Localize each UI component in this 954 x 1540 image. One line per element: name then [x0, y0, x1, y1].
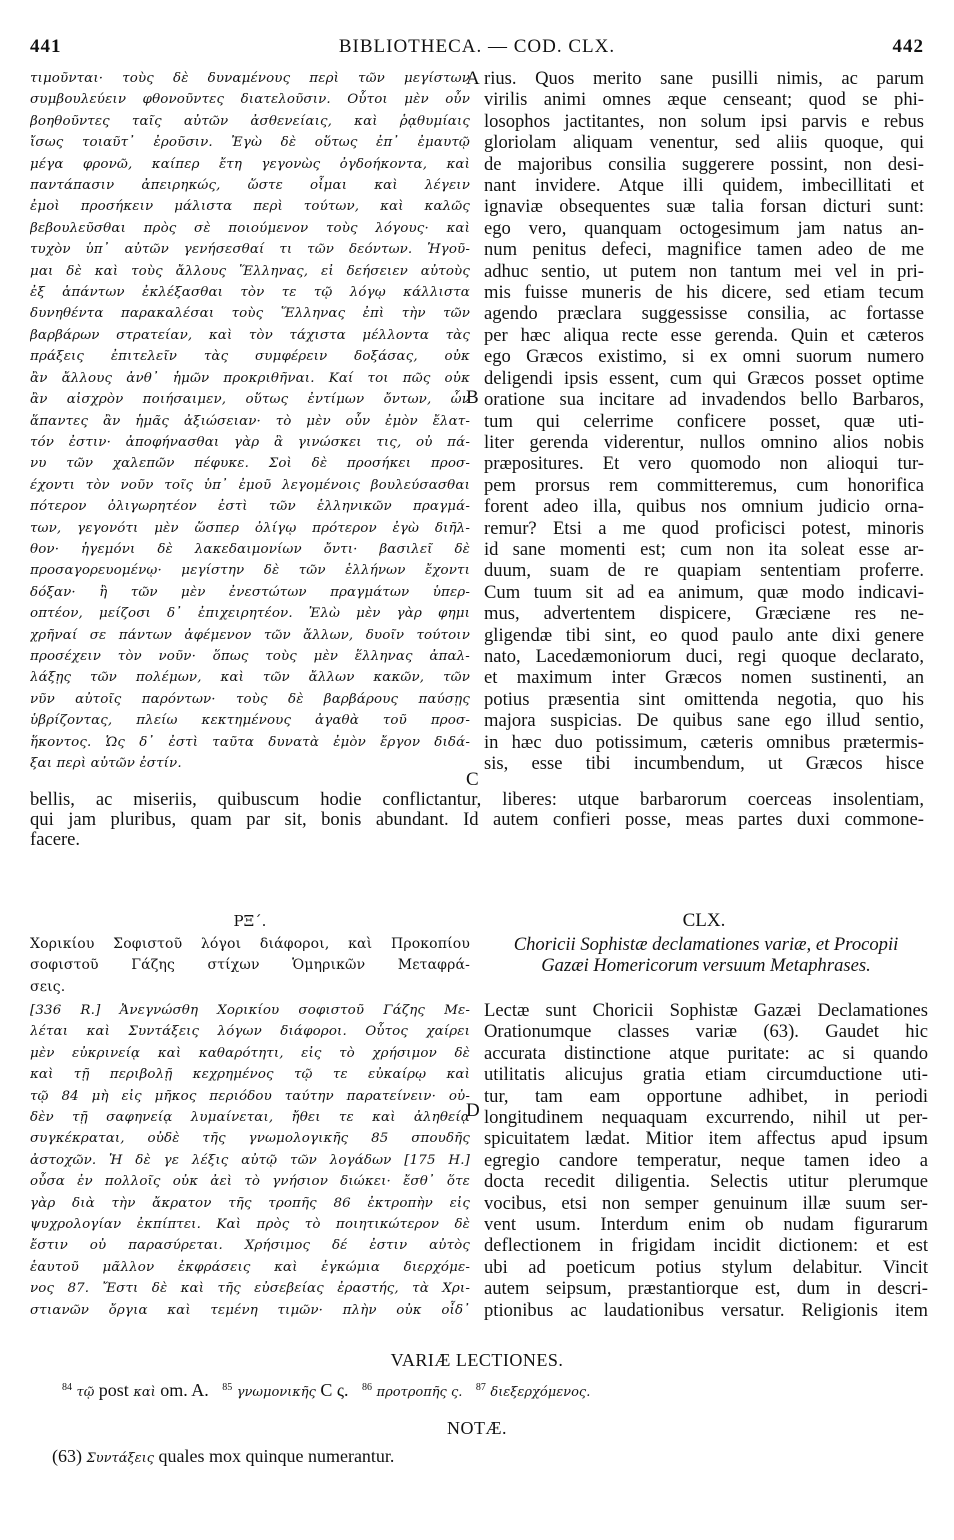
greek-text-line: χρῆναί σε πάντων ἀφέμενον τῶν ἄλλων, δυοῖν τούτοιν: [30, 627, 470, 643]
greek-text-line: παντάπασιν ἀπειρηκώς, ὥστε οἶμαι καὶ λέγειν: [30, 178, 470, 194]
latin-text-line: docta recedit diligentia. Selectis utitur plerumque: [484, 1171, 928, 1193]
latin-text-line: sis, esse tibi incumbendum, ut Græcos hisce: [484, 753, 924, 774]
running-title: BIBLIOTHECA. — COD. CLX.: [338, 36, 616, 57]
latin-text-line: forent adeo illa, quibus nos omnium judicio orna-: [484, 496, 924, 518]
latin-text-line: agendo præclara suggessisse consilia, ac fortasse: [484, 303, 924, 325]
greek-text-line: στιανῶν ὄργια καὶ τεμένη τιμῶν· πλὴν οὐκ οἶδ᾽: [30, 1302, 470, 1318]
latin-text-line: pem prorsus rem committeremus, cum honorifica: [484, 474, 924, 496]
greek-text-line: νῦν αὐτοῖς παρόντων· τοὺς δὲ βαρβάρους παύσῃς: [30, 691, 470, 707]
greek-text-line: ἔστιν οὐ παρασύρεται. Χρήσιμος δέ ἐστιν αὐτὸς: [30, 1238, 470, 1254]
page-number-left: 441: [30, 36, 62, 57]
greek-text-line: δὲν τῇ σαφηνείᾳ λυμαίνεται, ἤθει τε καὶ ἀληθείᾳ: [30, 1110, 470, 1126]
latin-text-line: per hæc aliqua recte esse gerenda. Quin et cæteros: [484, 324, 924, 346]
latin-text-line: mis fuisse muneris de his dicere, sed etiam tecum: [484, 282, 924, 304]
greek-text-line: πότερον ὀλιγωρητέον ἐστὶ τῶν ἑλληνικῶν πραγμά-: [30, 499, 470, 515]
greek-text-line: τόν ἐστιν· ἀποφήνασθαι γὰρ ἃ γινώσκει τις, οὐ πά-: [30, 434, 470, 450]
latin-text-line: egregio candore temperatur, neque tamen ideo a: [484, 1149, 928, 1171]
section-number-greek: ΡΞ΄.: [233, 912, 267, 930]
latin-text-line: Cum tuum sit ad ea animum, quæ modo indicavi-: [484, 581, 924, 603]
greek-column-bottom: [30, 1000, 470, 1324]
greek-text-line: ἐξ ἁπάντων ἐκλέξασθαι τὸν τε τῷ λόγῳ κάλλιστα: [30, 285, 470, 301]
margin-letter-d: D: [466, 1100, 480, 1121]
greek-text-line: ξαι περὶ αὐτῶν ἐστίν.: [30, 756, 182, 771]
margin-letter-c: C: [466, 769, 479, 790]
latin-text-line: ubi ad poeticum potius stylum delabitur. Vincit: [484, 1256, 928, 1278]
latin-text-line: ego vero, quanquam octogesimum jam natus an-: [484, 217, 924, 239]
latin-text-line: tur, tam eam opportune adhibet, in periodi: [484, 1085, 928, 1107]
greek-text-line: λέται καὶ Συντάξεις λόγων διάφοροι. Οὗτος χαίρει: [30, 1024, 470, 1040]
latin-text-line: remur? Etsi a me quod proficisci potest, minoris: [484, 517, 924, 539]
latin-text-line: vocibus, etsi non semper genuinum illæ suum ser-: [484, 1192, 928, 1214]
greek-text-line: ψυχρολογίαν ἐκπίπτει. Καὶ πρὸς τὸ ποιητικώτερον δὲ: [30, 1217, 470, 1233]
greek-column-top: [30, 68, 470, 788]
latin-text-line: nant invidere. Atque illi quidem, imbecillitati et: [484, 175, 924, 197]
greek-text-line: βαρβάρων στρατείαν, καὶ τὸν τάχιστα μέλλοντα τὰς: [30, 327, 470, 343]
greek-text-line: ἐμοὶ προσήκειν μάλιστα περὶ τούτων, καὶ καλῶς: [30, 199, 470, 215]
greek-text-line: τιμοῦνται· τοὺς δὲ δυναμένους περὶ τῶν μεγίστων: [30, 71, 470, 86]
greek-text-line: τῷ 84 μὴ εἰς μῆκος περιόδου ταύτην παρατείνειν· οὐ-: [30, 1088, 470, 1104]
latin-text-line: ignaviæ obsequentes suæ talia forsan dicturi sunt:: [484, 196, 924, 218]
running-head: [30, 36, 924, 60]
latin-text-line: liter gerenda viderentur, nullos omnino alios nobis: [484, 431, 924, 453]
full-width-line: facere.: [30, 830, 81, 850]
latin-text-line: Orationumque classes variæ (63). Gaudet hic: [484, 1021, 928, 1043]
greek-text-line: των, γεγονότι μὲν ὥσπερ ὀλίγῳ πρότερον ἐγὼ διῆλ-: [30, 520, 470, 536]
note-ref-85: 85: [222, 1382, 233, 1393]
latin-text-line: et maximum inter Græcos nomen sustinenti, an: [484, 667, 924, 689]
notae-heading: NOTÆ.: [447, 1418, 507, 1438]
latin-text-line: losophos jactitantes, non solum ipsi parvis e rebus: [484, 110, 924, 132]
greek-title-line: σεις.: [30, 978, 66, 995]
greek-text-line: [336 R.] Ἀνεγνώσθη Χορικίου σοφιστοῦ Γάζης Με-: [30, 1003, 470, 1018]
latin-text-line: deligendi ipsis essent, cum qui Græcos posset optime: [484, 367, 924, 389]
greek-text-line: ἂν αἰσχρὸν ποιήσαιμεν, οὕτως ἐντίμων ὄντων, ὧν: [30, 392, 470, 408]
greek-text-line: ἀστοχῶν. Ἡ δὲ γε λέξις αὐτῷ τῶν λογάδων [175 H.]: [30, 1152, 470, 1168]
latin-text-line: tum qui celerrime conficere posset, quæ uti-: [484, 410, 924, 432]
latin-column-bottom: [484, 1000, 928, 1324]
latin-text-line: majora suspicias. De quibus sane ego illud sentio,: [484, 710, 924, 732]
greek-text-line: θον· ἡγεμόνι δὲ λακεδαιμονίων ὄντι· βασιλεῖ δὲ: [30, 541, 470, 557]
latin-text-line: utilitatis alicujus gratia etiam circumductione uti-: [484, 1064, 928, 1086]
greek-text-line: δόξαν· ἢ τῶν μὲν ἐνεστώτων πραγμάτων ὑπερ-: [30, 584, 470, 600]
greek-text-line: συγκέκραται, οὐδὲ τῆς γνωμολογικῆς 85 σπουδῆς: [30, 1131, 470, 1147]
section-title-greek: [30, 934, 470, 1000]
latin-text-line: num penitus defeci, magnifice tamen adeo de me: [484, 239, 924, 261]
greek-text-line: βεβουλεῦσθαι πρὸς σὲ ποιούμενον τοὺς λόγους· καὶ: [30, 220, 470, 236]
latin-text-line: gligendæ tibi sint, eo quod paulo ante dixi genere: [484, 624, 924, 646]
greek-text-line: προσαγορευομένῳ· μεγίστην δὲ τῶν ἑλλήνων ἔχοντι: [30, 563, 470, 579]
greek-text-line: οὖσα ἐν πολλοῖς οὐκ ἀεὶ τὸ γνήσιον διώκει· ἔσθ᾽ ὅτε: [30, 1174, 470, 1190]
greek-text-line: γὰρ διὰ τὴν ἄκρατον τῆς τροπῆς 86 ἐκτροπὴν εἰς: [30, 1195, 470, 1211]
latin-text-line: vent usum. Interdum enim ob nudam figurarum: [484, 1214, 928, 1236]
greek-text-line: νυ τῶν χαλεπῶν πέφυκε. Σοὶ δὲ προσήκει προσ-: [30, 456, 470, 472]
note-ref-84: 84: [62, 1382, 72, 1393]
full-width-line: bellis, ac miseriis, quibuscum hodie conflictantur, liberes: utque barbarorum coerceas insolentiam,: [30, 790, 924, 810]
latin-text-line: virilis animi omnes æque censeant; quod se phi-: [484, 89, 924, 111]
greek-text-line: μαι δὲ καὶ τοὺς ἄλλους Ἕλληνας, εἰ δεήσειεν αὐτοὺς: [30, 263, 470, 279]
greek-text-line: συμβουλεύειν φθονοῦντες διατελοῦσιν. Οὗτοι μὲν οὖν: [30, 92, 470, 108]
greek-text-line: οπτέον, μείζοσι δ᾽ ἐπιχειρητέον. Ἐλὼ μὲν γὰρ φημι: [30, 606, 470, 622]
latin-text-line: id sane momenti est; cum non ita soleat esse ar-: [484, 538, 924, 560]
latin-text-line: adhuc sentio, ut putem non tantum mei vel in pri-: [484, 260, 924, 282]
greek-text-line: ἅπαντες ἂν ἡμᾶς ἀξιώσειαν· τὸ μὲν οὖν ἐμὸν ἔλατ-: [30, 413, 470, 429]
latin-text-line: duum, suam de re quapiam sententiam proferre.: [484, 560, 924, 582]
latin-column-top: [484, 68, 924, 788]
page-number-right: 442: [892, 36, 924, 57]
latin-text-line: nato, Lacedæmoniorum duci, regi quoque declarato,: [484, 645, 924, 667]
greek-text-line: ἥκοντος. Ὡς δ᾽ ἐστὶ ταῦτα δυνατὰ ἐμὸν ἔργον διδά-: [30, 734, 470, 750]
notae-line: (63) Συντάξεις quales mox quinque numerantur.: [52, 1446, 395, 1466]
margin-letter-a: A: [466, 68, 480, 89]
latin-text-line: gloriolam aliquam venentur, sed aliis quoque, qui: [484, 132, 924, 154]
greek-text-line: δυνηθέντα παρακαλέσαι τοὺς Ἕλληνας ἐπὶ τὴν τῶν: [30, 306, 470, 322]
latin-text-line: mus, advertentem dispicere, Græciæne res ne-: [484, 603, 924, 625]
greek-text-line: μέγα φρονῶ, καίπερ ἔτη γεγονὼς ὀγδοήκοντα, καὶ: [30, 156, 470, 172]
greek-text-line: μὲν εὐκρινείᾳ καὶ καθαρότητι, εἰς τὸ χρήσιμον δὲ: [30, 1045, 470, 1061]
latin-text-line: ego Græcos existimo, si ex omni suorum numero: [484, 346, 924, 368]
greek-text-line: ἴσως τοιαῦτ᾽ ἐροῦσιν. Ἐγὼ δὲ οὕτως ἐπ᾽ ἐμαυτῷ: [30, 135, 470, 151]
greek-text-line: ἑαυτοῦ μᾶλλον ἐκφράσεις καὶ ἐγκώμια διερχόμε-: [30, 1259, 470, 1275]
latin-text-line: oratione sua incitare ad invadendos bello Barbaros,: [484, 389, 924, 411]
full-width-line: qui jam pluribus, quam par sit, bonis abundant. Id autem confieri posse, meas partes duxi commone-: [30, 810, 924, 830]
latin-text-line: in hæc duo potissimum, cæteris omnibus prætermis-: [484, 731, 924, 753]
variae-lectiones-heading: VARIÆ LECTIONES.: [390, 1350, 564, 1370]
latin-text-line: accurata distinctione atque puritate: ac si quando: [484, 1042, 928, 1064]
greek-text-line: προσέχειν τὸν νοῦν· ὅπως τοὺς μὲν ἕλληνας ἀπαλ-: [30, 648, 470, 664]
full-width-text: [30, 790, 924, 850]
greek-text-line: βοηθοῦντες ταῖς αὐτῶν ἀσθενείαις, καὶ ῥᾳθυμίαις: [30, 113, 470, 129]
note-ref-87: 87: [475, 1382, 486, 1393]
latin-text-line: ptionibus ac laudationibus versatur. Religionis item: [484, 1299, 928, 1321]
greek-title-line: Χορικίου Σοφιστοῦ λόγοι διάφοροι, καὶ Προκοπίου: [30, 936, 470, 952]
latin-text-line: deflectionem in frigidam incidit dictionem: et est: [484, 1235, 928, 1257]
latin-text-line: præpositures. Et vero quomodo non alioqui tur-: [484, 453, 924, 475]
greek-text-line: λάξῃς τῶν πολέμων, καὶ τῶν ἄλλων κακῶν, τῶν: [30, 670, 470, 686]
variae-lectiones-line: $^{84}$ τῷ post καὶ om. A. $^{85}$ γνωμονικῆς C ς. $^{86}$ προτροπῆς ς. $^{87}$ διεξερχόμενος.: [62, 1380, 591, 1400]
greek-text-line: ὑβρίζοντας, πλείω κεκτημένους ἀγαθὰ τοῦ προσ-: [30, 713, 470, 729]
latin-text-line: longitudinem nequaquam excurrendo, nihil ut per-: [484, 1107, 928, 1129]
latin-text-line: Lectæ sunt Choricii Sophistæ Gazæi Declamationes: [484, 1000, 928, 1021]
greek-title-line: σοφιστοῦ Γάζης στίχων Ὁμηρικῶν Μεταφρά-: [30, 957, 470, 974]
latin-title-line: Gazæi Homericorum versuum Metaphrases.: [541, 955, 871, 977]
section-number-latin: CLX.: [682, 910, 726, 931]
section-title-latin: [484, 934, 928, 978]
latin-text-line: spicuitatem lædat. Mitior item affectus apud ipsum: [484, 1128, 928, 1150]
greek-text-line: τυχὸν ὑπ᾽ αὐτῶν γενήσεσθαί τι τῶν δεόντων. Ἡγοῦ-: [30, 242, 470, 258]
latin-text-line: de majoribus consilia suggerere possint, non desi-: [484, 153, 924, 175]
latin-title-line: Choricii Sophistæ declamationes variæ, et Procopii: [513, 934, 899, 955]
latin-text-line: rius. Quos merito sane pusilli nimis, ac parum: [484, 68, 924, 89]
note-ref-86: 86: [362, 1382, 373, 1393]
latin-text-line: autem seipsum, præstantiorque est, dum in descri-: [484, 1278, 928, 1300]
greek-text-line: πράξεις ἐπιτελεῖν τὰς συμφέρειν δοξάσας, οὐκ: [30, 349, 470, 365]
greek-text-line: έχοντι τὸν νοῦν τοῖς ὑπ᾽ ἐμοῦ λεγομένοις βουλεύσασθαι: [30, 477, 470, 493]
greek-text-line: ἂν ἄλλους ἀνθ᾽ ἡμῶν προκριθῆναι. Καί τοι πῶς οὐκ: [30, 370, 470, 386]
greek-text-line: νος 87. Ἔστι δὲ καὶ τῆς εὐσεβείας ἐραστής, τὰ Χρι-: [30, 1281, 470, 1297]
margin-letter-b: B: [466, 387, 479, 408]
greek-text-line: καὶ τῇ περιβολῇ κεχρημένος τῷ τε εὐκαίρῳ καὶ: [30, 1067, 470, 1083]
latin-text-line: potius præsentia sint omittenda negotia, quo his: [484, 688, 924, 710]
